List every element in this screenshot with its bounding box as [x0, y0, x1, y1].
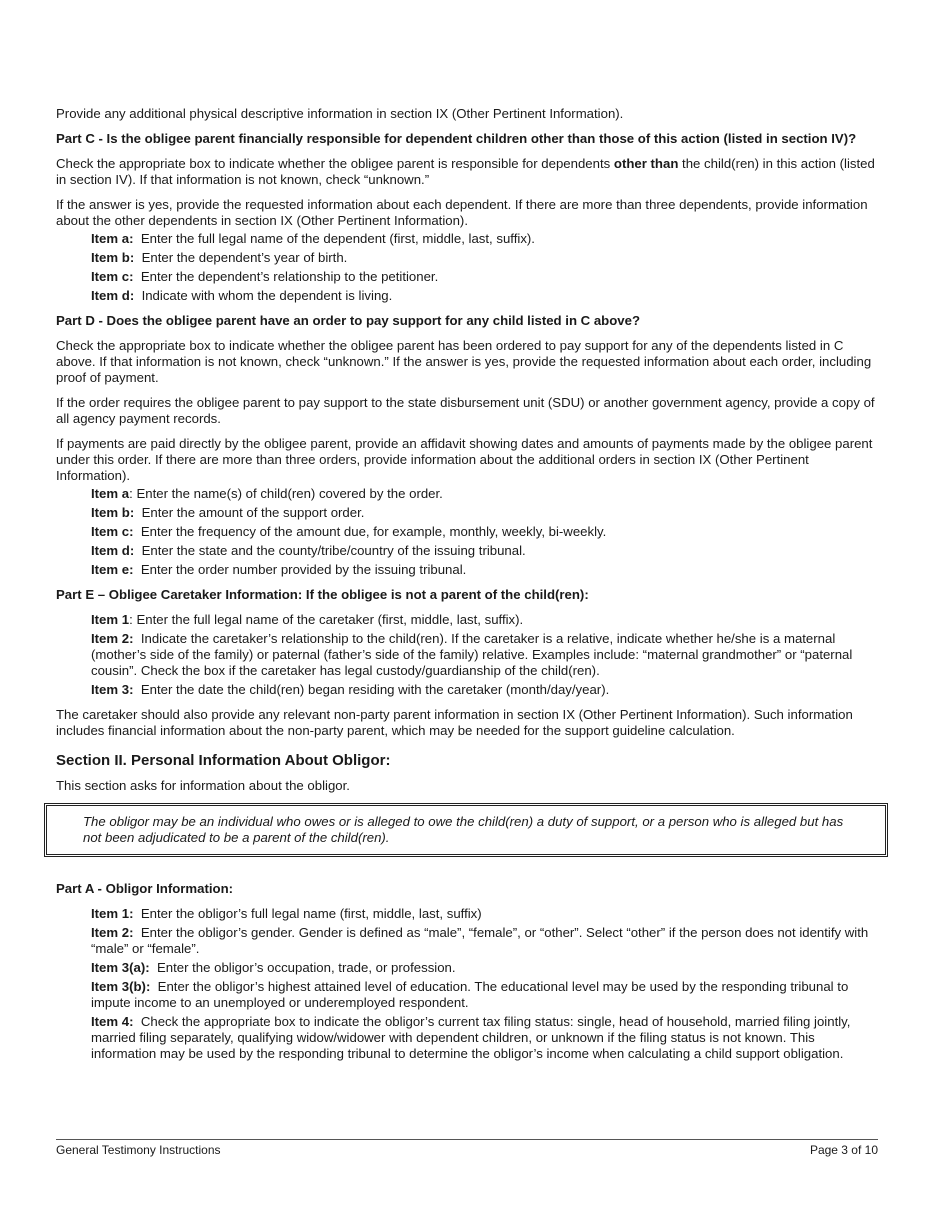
list-item: Item 3(a): Enter the obligor’s occupation, trade, or profession.	[91, 960, 456, 975]
part-d-items	[91, 486, 878, 578]
part-a-items	[91, 906, 878, 1062]
part-d-heading: Part D - Does the obligee parent have an order to pay support for any child listed in C above?	[56, 313, 641, 328]
page-number: Page 3 of 10	[809, 1143, 878, 1157]
list-item: Item a: Enter the full legal name of the dependent (first, middle, last, suffix).	[91, 231, 535, 246]
list-item: Item a: Enter the name(s) of child(ren) covered by the order.	[91, 486, 443, 501]
list-item: Item b: Enter the amount of the support order.	[91, 505, 365, 520]
part-e-items	[91, 612, 878, 698]
part-a-heading: Part A - Obligor Information:	[56, 881, 234, 896]
section-ii-title: Section II. Personal Information About Obligor:	[56, 752, 391, 769]
part-d-paragraph-1: Check the appropriate box to indicate whether the obligee parent has been ordered to pay support for any of the dependents listed in C above. If that information is not known, check “unknown.” If the answer is yes, provide the requested information about each order, including proof of payment.	[56, 338, 872, 385]
list-item: Item 3: Enter the date the child(ren) began residing with the caretaker (month/day/year).	[91, 682, 610, 697]
document-body	[56, 106, 878, 1071]
part-c-paragraph-2: If the answer is yes, provide the requested information about each dependent. If there are more than three dependents, provide information about the other dependents in section IX (Other Pertinent Information).	[56, 197, 868, 228]
footer-title: General Testimony Instructions	[56, 1143, 221, 1157]
part-e-paragraph: The caretaker should also provide any relevant non-party parent information in section IX (Other Pertinent Information). Such information includes financial information about the non-party parent, which may be needed for the support guideline calculation.	[56, 707, 853, 738]
section-ii-intro: This section asks for information about the obligor.	[56, 778, 350, 793]
part-d-paragraph-3: If payments are paid directly by the obligee parent, provide an affidavit showing dates and amounts of payments made by the obligee parent under this order. If there are more than three orders, provide information about the additional orders in section IX (Other Pertinent Information).	[56, 436, 873, 483]
list-item: Item 1: Enter the obligor’s full legal name (first, middle, last, suffix)	[91, 906, 482, 921]
part-c-heading: Part C - Is the obligee parent financially responsible for dependent children other than those of this action (listed in section IV)?	[56, 131, 857, 146]
part-e-heading: Part E – Obligee Caretaker Information: If the obligee is not a parent of the child(ren):	[56, 587, 589, 602]
list-item: Item 2: Indicate the caretaker’s relationship to the child(ren). If the caretaker is a relative, indicate whether he/she is a maternal (mother’s side of the family) or paternal (father’s side of the family) relative. Examples include: “maternal grandmother” or “paternal cousin”. Check the box if the caretaker has legal custody/guardianship of the child(ren).	[91, 631, 853, 678]
obligor-note-text: The obligor may be an individual who owes or is alleged to owe the child(ren) a duty of support, or a person who is alleged but has not been adjudicated to be a parent of the child(ren).	[83, 814, 844, 845]
part-c-paragraph-1: Check the appropriate box to indicate whether the obligee parent is responsible for dependents other than the child(ren) in this action (listed in section IV). If that information is not known, check “unknown.”	[56, 156, 875, 187]
obligor-note-box	[44, 803, 888, 857]
list-item: Item d: Indicate with whom the dependent is living.	[91, 288, 393, 303]
part-d-paragraph-2: If the order requires the obligee parent to pay support to the state disbursement unit (SDU) or another government agency, provide a copy of all agency payment records.	[56, 395, 875, 426]
list-item: Item 1: Enter the full legal name of the caretaker (first, middle, last, suffix).	[91, 612, 524, 627]
part-c-items	[91, 231, 878, 304]
list-item: Item c: Enter the dependent’s relationship to the petitioner.	[91, 269, 439, 284]
intro-paragraph: Provide any additional physical descriptive information in section IX (Other Pertinent Information).	[56, 106, 624, 121]
list-item: Item b: Enter the dependent’s year of birth.	[91, 250, 348, 265]
page-footer	[56, 1139, 878, 1157]
list-item: Item 3(b): Enter the obligor’s highest attained level of education. The educational level may be used by the responding tribunal to impute income to an unemployed or underemployed respondent.	[91, 979, 849, 1010]
list-item: Item d: Enter the state and the county/tribe/country of the issuing tribunal.	[91, 543, 526, 558]
list-item: Item e: Enter the order number provided by the issuing tribunal.	[91, 562, 467, 577]
list-item: Item 4: Check the appropriate box to indicate the obligor’s current tax filing status: single, head of household, married filing jointly, married filing separately, qualifying widow/widower with dependent children, or unknown if the filing status is not known. This information may be used by the responding tribunal to determine the obligor’s income when calculating a child support obligation.	[91, 1014, 851, 1061]
list-item: Item c: Enter the frequency of the amount due, for example, monthly, weekly, bi-weekly.	[91, 524, 607, 539]
list-item: Item 2: Enter the obligor’s gender. Gender is defined as “male”, “female”, or “other”. Select “other” if the person does not identify with “male” or “female”.	[91, 925, 869, 956]
